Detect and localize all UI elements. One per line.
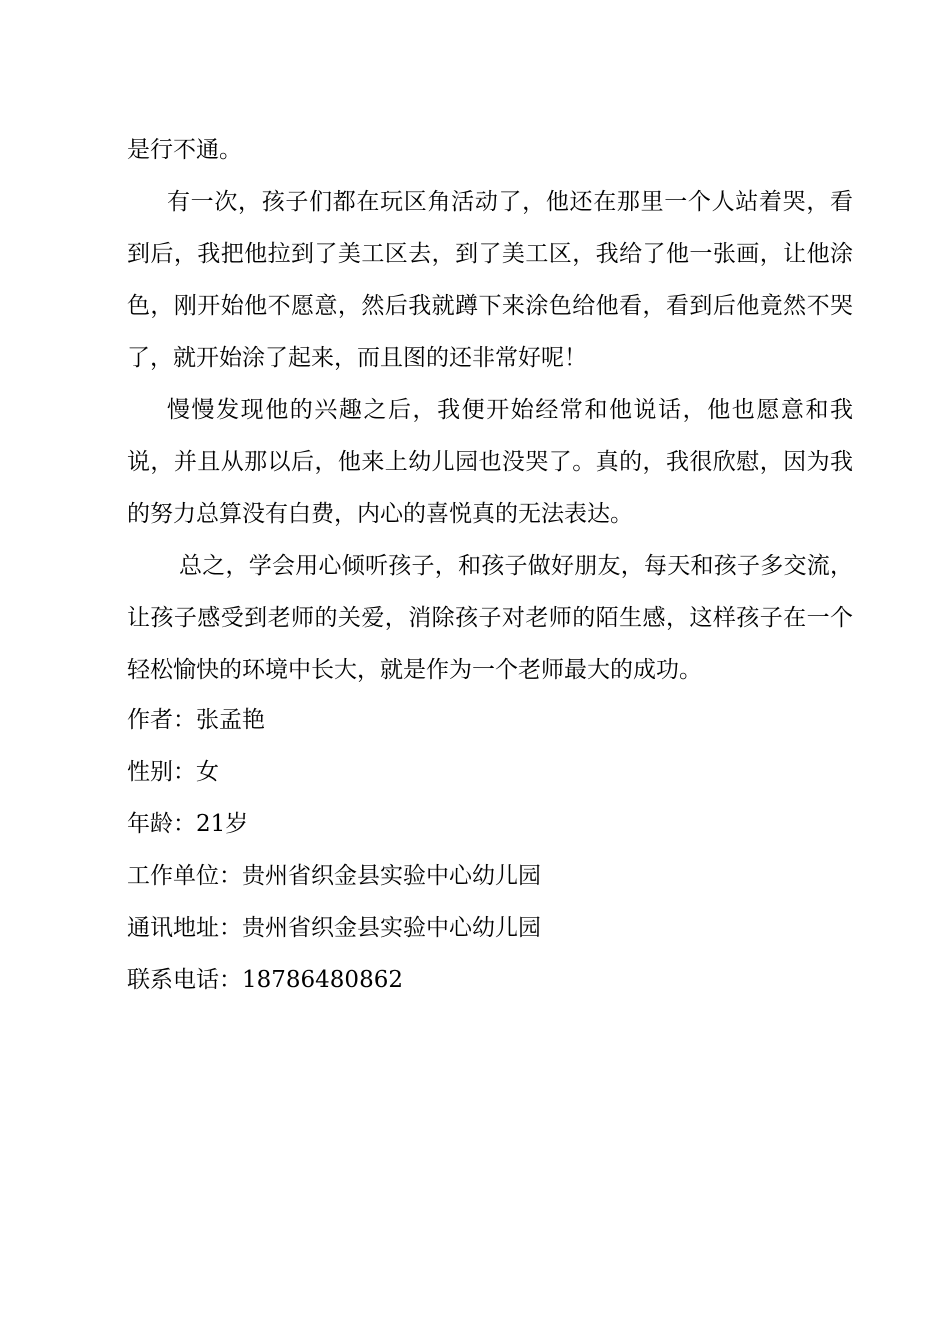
address-value: 贵州省织金县实验中心幼儿园 — [242, 915, 541, 941]
age-row — [127, 798, 853, 850]
phone-row — [127, 954, 853, 1006]
author-value: 张孟艳 — [196, 707, 265, 733]
address-label: 通讯地址： — [127, 915, 242, 941]
gender-label: 性别： — [127, 759, 196, 785]
paragraph-conclusion: 总之，学会用心倾听孩子，和孩子做好朋友，每天和孩子多交流，让孩子感受到老师的关爱，消除孩子对老师的陌生感，这样孩子在一个轻松愉快的环境中长大，就是作为一个老师最大的成功。 — [127, 553, 853, 683]
author-label: 作者： — [127, 707, 196, 733]
author-info — [127, 694, 853, 1006]
phone-label: 联系电话： — [127, 967, 242, 993]
age-value: 21岁 — [196, 811, 249, 837]
gender-value: 女 — [196, 759, 219, 785]
paragraph-continuation: 是行不通。 — [127, 137, 242, 163]
gender-row — [127, 746, 853, 798]
workplace-value: 贵州省织金县实验中心幼儿园 — [242, 863, 541, 889]
workplace-label: 工作单位： — [127, 863, 242, 889]
article-body — [127, 124, 853, 696]
author-row — [127, 694, 853, 746]
paragraph-interest: 慢慢发现他的兴趣之后，我便开始经常和他说话，他也愿意和我说，并且从那以后，他来上幼儿园也没哭了。真的，我很欣慰，因为我的努力总算没有白费，内心的喜悦真的无法表达。 — [127, 397, 853, 527]
address-row — [127, 902, 853, 954]
workplace-row — [127, 850, 853, 902]
paragraph-drawing-story: 有一次，孩子们都在玩区角活动了，他还在那里一个人站着哭，看到后，我把他拉到了美工区去，到了美工区，我给了他一张画，让他涂色，刚开始他不愿意，然后我就蹲下来涂色给他看，看到后他竟然不哭了，就开始涂了起来，而且图的还非常好呢！ — [127, 189, 853, 371]
phone-value: 18786480862 — [242, 967, 403, 993]
age-label: 年龄： — [127, 811, 196, 837]
